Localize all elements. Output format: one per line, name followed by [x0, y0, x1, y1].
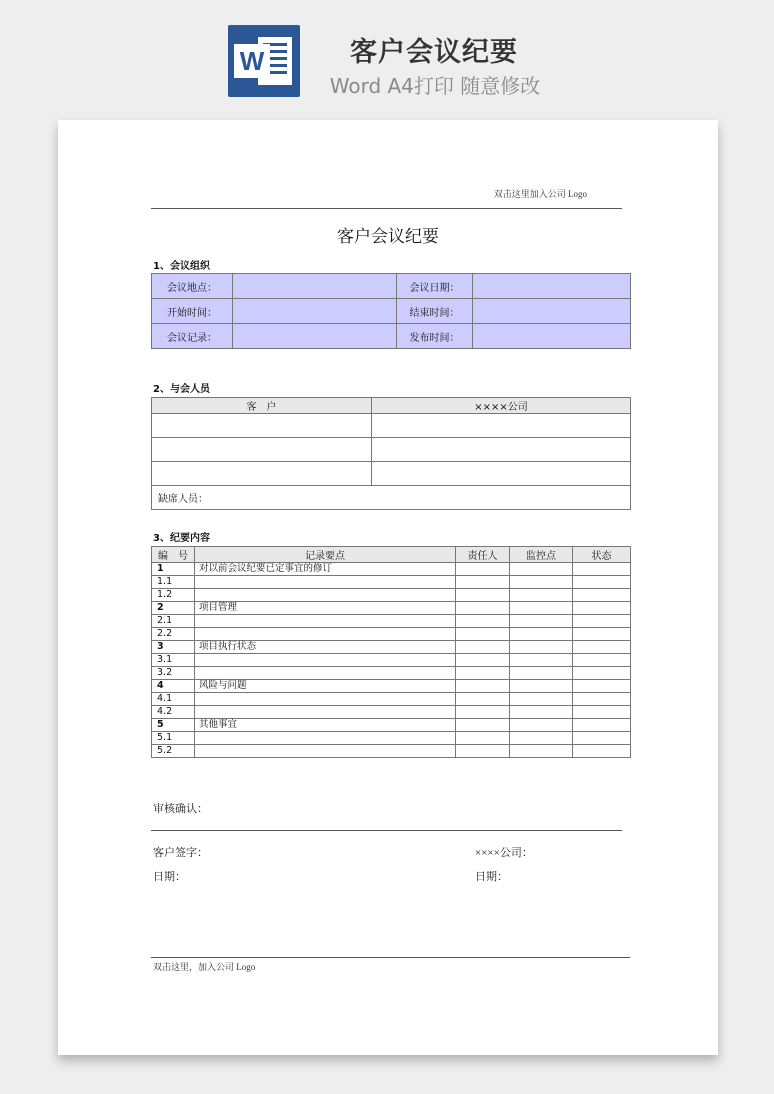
table-row [152, 299, 631, 324]
owner-cell[interactable] [456, 615, 510, 628]
table-row [152, 414, 631, 438]
company-date-label[interactable]: 日期： [475, 871, 508, 883]
item-text-cell[interactable]: 其他事宜 [195, 719, 456, 732]
status-cell[interactable] [573, 706, 631, 719]
item-number-cell: 1.1 [152, 576, 195, 589]
item-text-cell[interactable] [195, 615, 456, 628]
status-cell[interactable] [573, 693, 631, 706]
end-time-field[interactable] [473, 299, 631, 324]
absent-attendees-cell[interactable]: 缺席人员： [152, 486, 631, 510]
owner-cell[interactable] [456, 706, 510, 719]
table-row [152, 719, 631, 732]
status-cell[interactable] [573, 732, 631, 745]
start-time-field[interactable] [233, 299, 397, 324]
owner-cell[interactable] [456, 745, 510, 758]
status-cell[interactable] [573, 615, 631, 628]
section-heading-minutes: 3、纪要内容 [153, 533, 210, 544]
item-number-cell: 3.2 [152, 667, 195, 680]
date-label: 会议日期： [397, 274, 473, 299]
item-text-cell[interactable] [195, 693, 456, 706]
status-cell[interactable] [573, 745, 631, 758]
location-label: 会议地点： [152, 274, 233, 299]
section-heading-organization: 1、会议组织 [153, 261, 210, 272]
checkpoint-cell[interactable] [510, 576, 573, 589]
item-number-cell: 5.1 [152, 732, 195, 745]
item-number-cell: 4.1 [152, 693, 195, 706]
item-number-cell: 5 [152, 719, 195, 732]
key-points-column-header: 记录要点 [195, 547, 456, 563]
table-row [152, 693, 631, 706]
table-row [152, 654, 631, 667]
table-row [152, 462, 631, 486]
item-text-cell[interactable] [195, 667, 456, 680]
owner-cell[interactable] [456, 628, 510, 641]
item-text-cell[interactable] [195, 628, 456, 641]
item-number-cell: 1.2 [152, 589, 195, 602]
checkpoint-cell[interactable] [510, 589, 573, 602]
item-text-cell[interactable] [195, 706, 456, 719]
footer-logo-placeholder[interactable]: 双击这里，加入公司 Logo [153, 962, 256, 972]
table-row [152, 486, 631, 510]
table-row [152, 641, 631, 654]
attendees-table [151, 397, 631, 510]
status-cell[interactable] [573, 602, 631, 615]
checkpoint-cell[interactable] [510, 615, 573, 628]
client-attendee-cell[interactable] [152, 438, 372, 462]
checkpoint-column-header: 监控点 [510, 547, 573, 563]
checkpoint-cell[interactable] [510, 719, 573, 732]
banner [0, 0, 774, 110]
date-field[interactable] [473, 274, 631, 299]
table-row [152, 602, 631, 615]
client-signature-label[interactable]: 客户签字： [153, 847, 208, 859]
owner-cell[interactable] [456, 693, 510, 706]
item-text-cell[interactable]: 项目管理 [195, 602, 456, 615]
status-cell[interactable] [573, 589, 631, 602]
recorder-label: 会议记录： [152, 324, 233, 349]
publish-time-field[interactable] [473, 324, 631, 349]
company-attendee-cell[interactable] [372, 414, 631, 438]
review-label: 审核确认： [153, 803, 208, 815]
end-time-label: 结束时间： [397, 299, 473, 324]
owner-cell[interactable] [456, 602, 510, 615]
item-number-cell: 3 [152, 641, 195, 654]
item-number-cell: 2.1 [152, 615, 195, 628]
checkpoint-cell[interactable] [510, 602, 573, 615]
meeting-organization-table [151, 273, 631, 349]
checkpoint-cell[interactable] [510, 563, 573, 576]
table-row [152, 628, 631, 641]
client-attendee-cell[interactable] [152, 414, 372, 438]
table-header-row [152, 398, 631, 414]
status-cell[interactable] [573, 641, 631, 654]
owner-cell[interactable] [456, 667, 510, 680]
item-text-cell[interactable] [195, 576, 456, 589]
table-row [152, 576, 631, 589]
owner-cell[interactable] [456, 641, 510, 654]
checkpoint-cell[interactable] [510, 693, 573, 706]
table-row [152, 589, 631, 602]
word-icon-letter: W [234, 44, 270, 78]
table-row [152, 274, 631, 299]
item-number-cell: 2 [152, 602, 195, 615]
table-row [152, 324, 631, 349]
item-number-cell: 4.2 [152, 706, 195, 719]
table-row [152, 615, 631, 628]
checkpoint-cell[interactable] [510, 745, 573, 758]
checkpoint-cell[interactable] [510, 680, 573, 693]
status-cell[interactable] [573, 719, 631, 732]
banner-subtitle: Word A4打印 随意修改 [329, 74, 541, 98]
status-cell[interactable] [573, 654, 631, 667]
table-row [152, 706, 631, 719]
company-signature-label[interactable]: ××××公司： [475, 847, 533, 859]
word-icon [228, 25, 300, 97]
item-number-cell: 1 [152, 563, 195, 576]
item-text-cell[interactable]: 对以前会议纪要已定事宜的修订 [195, 563, 456, 576]
table-row [152, 680, 631, 693]
header-rule [151, 208, 622, 209]
owner-cell[interactable] [456, 589, 510, 602]
owner-cell[interactable] [456, 654, 510, 667]
item-text-cell[interactable] [195, 732, 456, 745]
table-row [152, 667, 631, 680]
status-column-header: 状态 [573, 547, 631, 563]
table-row [152, 745, 631, 758]
checkpoint-cell[interactable] [510, 732, 573, 745]
item-number-cell: 4 [152, 680, 195, 693]
item-text-cell[interactable]: 项目执行状态 [195, 641, 456, 654]
checkpoint-cell[interactable] [510, 667, 573, 680]
status-cell[interactable] [573, 667, 631, 680]
owner-column-header: 责任人 [456, 547, 510, 563]
location-field[interactable] [233, 274, 397, 299]
checkpoint-cell[interactable] [510, 706, 573, 719]
start-time-label: 开始时间： [152, 299, 233, 324]
owner-cell[interactable] [456, 719, 510, 732]
item-text-cell[interactable] [195, 589, 456, 602]
checkpoint-cell[interactable] [510, 641, 573, 654]
checkpoint-cell[interactable] [510, 654, 573, 667]
table-header-row [152, 547, 631, 563]
item-text-cell[interactable] [195, 745, 456, 758]
table-row [152, 732, 631, 745]
status-cell[interactable] [573, 680, 631, 693]
recorder-field[interactable] [233, 324, 397, 349]
header-logo-placeholder[interactable]: 双击这里加入公司 Logo [493, 189, 587, 199]
status-cell[interactable] [573, 628, 631, 641]
section-heading-attendees: 2、与会人员 [153, 384, 210, 395]
owner-cell[interactable] [456, 680, 510, 693]
minutes-table [151, 546, 631, 758]
checkpoint-cell[interactable] [510, 628, 573, 641]
item-text-cell[interactable]: 风险与问题 [195, 680, 456, 693]
table-row [152, 438, 631, 462]
table-row [152, 563, 631, 576]
item-number-cell: 5.2 [152, 745, 195, 758]
client-attendee-cell[interactable] [152, 462, 372, 486]
document-title: 客户会议纪要 [337, 227, 439, 247]
company-column-header: ××××公司 [372, 398, 631, 414]
owner-cell[interactable] [456, 563, 510, 576]
owner-cell[interactable] [456, 732, 510, 745]
item-text-cell[interactable] [195, 654, 456, 667]
company-attendee-cell[interactable] [372, 438, 631, 462]
document-page [58, 120, 718, 1055]
client-date-label[interactable]: 日期： [153, 871, 186, 883]
review-rule [151, 830, 622, 831]
owner-cell[interactable] [456, 576, 510, 589]
item-number-cell: 3.1 [152, 654, 195, 667]
company-attendee-cell[interactable] [372, 462, 631, 486]
banner-title: 客户会议纪要 [350, 37, 518, 68]
status-cell[interactable] [573, 563, 631, 576]
number-column-header: 编 号 [152, 547, 195, 563]
publish-time-label: 发布时间： [397, 324, 473, 349]
client-column-header: 客 户 [152, 398, 372, 414]
status-cell[interactable] [573, 576, 631, 589]
footer-rule [151, 957, 630, 958]
item-number-cell: 2.2 [152, 628, 195, 641]
